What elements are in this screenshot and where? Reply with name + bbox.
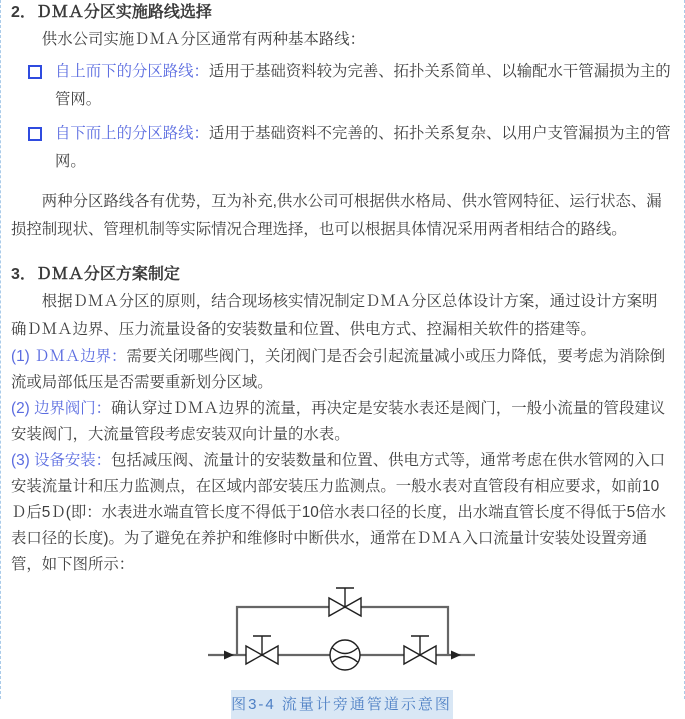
section-2-intro: 供水公司实施ＤＭＡ分区通常有两种基本路线： — [41, 31, 366, 48]
item-text: 确认穿过ＤＭＡ边界的流量，再决定是安装水表还是阀门，一般小流量的管段建议安装阀门，大流量管段考虑安装双向计量的水表。 — [11, 400, 666, 443]
item-dma-boundary — [11, 344, 672, 396]
bullet-square-icon — [28, 65, 42, 79]
section-2-heading: 2．ＤＭＡ分区实施路线选择 — [11, 4, 212, 21]
item-label: (1) ＤＭＡ边界： — [11, 348, 127, 365]
section-2-summary: 两种分区路线各有优势，互为补充,供水公司可根据供水格局、供水管网特征、运行状态、漏损控制现状、管理机制等实际情况合理选择，也可以根据具体情况采用两者相结合的路线。 — [11, 193, 662, 238]
section-3-intro: 根据ＤＭＡ分区的原则，结合现场核实情况制定ＤＭＡ分区总体设计方案，通过设计方案明确ＤＭＡ边界、压力流量设备的安装数量和位置、供电方式、控漏相关软件的搭建等。 — [11, 293, 658, 338]
item-label: (3) 设备安装： — [11, 452, 112, 469]
bypass-gate-valve-icon — [329, 588, 361, 616]
route-label: 自上而下的分区路线： — [55, 63, 209, 80]
figure-caption: 图3-4 流量计旁通管道示意图 — [231, 690, 453, 719]
item-text: 包括减压阀、流量计的安装数量和位置、供电方式等，通常考虑在供水管网的入口安装流量计和压力监测点，在区域内部安装压力监测点。一般水表对直管段有相应要求，如前10Ｄ后5Ｄ(即：水表进水端直管长度不得低于10倍水表口径的长度，出水端直管长度不得低于5倍水表口径的长度)。为了避免在养护和维修时中断供水，通常在ＤＭＡ入口流量计安装处设置旁通管，如下图所示： — [11, 452, 666, 573]
section-3-items — [11, 344, 672, 578]
route-description: 适用于基础资料较为完善、拓扑关系简单、以输配水干管漏损为主的管网。 — [55, 63, 671, 108]
outlet-arrow-icon — [451, 651, 461, 660]
gate-valve-icon — [246, 636, 278, 664]
bullet-text — [55, 120, 672, 176]
item-device-install — [11, 448, 672, 578]
bullet-text — [55, 58, 672, 114]
gate-valve-icon — [404, 636, 436, 664]
bullet-route-top-down — [11, 58, 672, 114]
route-label: 自下而上的分区路线： — [55, 125, 209, 142]
flow-meter-icon — [330, 640, 360, 670]
bullet-route-bottom-up — [11, 120, 672, 176]
route-description: 适用于基础资料不完善的、拓扑关系复杂、以用户支管漏损为主的管网。 — [55, 125, 671, 170]
item-boundary-valve — [11, 396, 672, 448]
inlet-arrow-icon — [224, 651, 234, 660]
bullet-square-icon — [28, 127, 42, 141]
item-label: (2) 边界阀门： — [11, 400, 112, 417]
section-3-heading: 3．ＤＭＡ分区方案制定 — [11, 266, 180, 283]
item-text: 需要关闭哪些阀门，关闭阀门是否会引起流量减小或压力降低，要考虑为消除倒流或局部低压是否需要重新划分区域。 — [11, 348, 666, 391]
bypass-pipeline-diagram — [11, 584, 672, 684]
